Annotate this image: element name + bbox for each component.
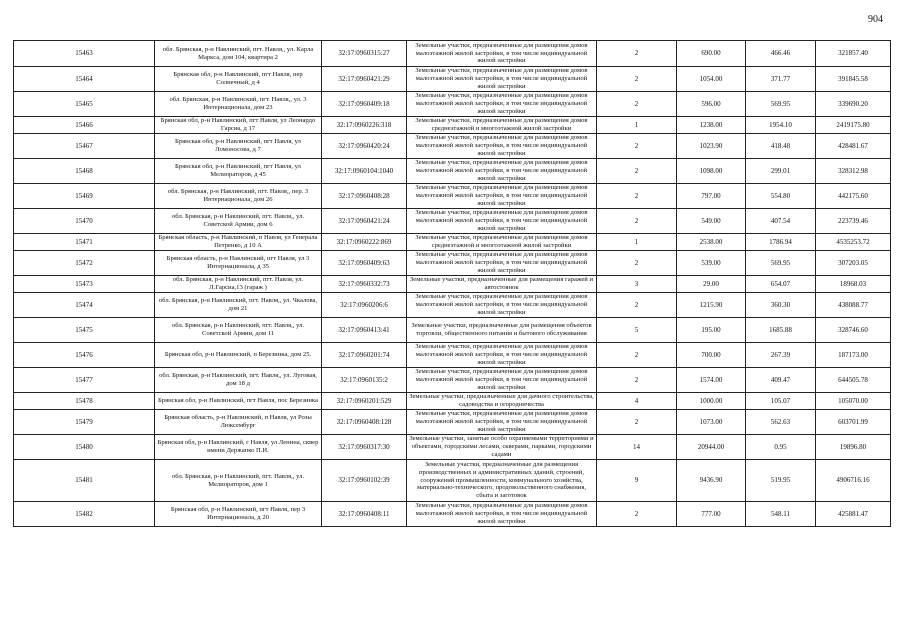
- land-use-purpose: Земельные участки, предназначенные для размещения гаражей и автостоянок: [407, 276, 597, 293]
- specific-value: 267.39: [746, 343, 816, 368]
- group-number: 2: [597, 134, 677, 159]
- cadastral-value: 2419175.80: [816, 117, 891, 134]
- cadastral-number: 32:17:0960408:11: [322, 502, 407, 527]
- specific-value: 654.07: [746, 276, 816, 293]
- address-cell: Брянская область, р-н Навлинский, п Навля, ул Розы Люксембург: [155, 410, 322, 435]
- land-use-purpose: Земельные участки, предназначенные для размещения домов малоэтажной жилой застройки, в том числе индивидуальной жилой застройки: [407, 209, 597, 234]
- cadastral-number: 32:17:0960409:63: [322, 251, 407, 276]
- address-cell: обл. Брянская, р-н Навлинский, пгт. Навля,, ул. Карла Маркса, дом 104, квартира 2: [155, 41, 322, 67]
- group-number: 2: [597, 159, 677, 184]
- cadastral-value: 425881.47: [816, 502, 891, 527]
- cadastral-value: 4906716.16: [816, 460, 891, 502]
- record-number: 15478: [14, 393, 155, 410]
- area-value: 20944.00: [677, 435, 746, 460]
- land-use-purpose: Земельные участки, предназначенные для размещения домов малоэтажной жилой застройки, в том числе индивидуальной жилой застройки: [407, 159, 597, 184]
- area-value: 1073.00: [677, 410, 746, 435]
- area-value: 1238.00: [677, 117, 746, 134]
- area-value: 1098.00: [677, 159, 746, 184]
- specific-value: 409.47: [746, 368, 816, 393]
- group-number: 2: [597, 502, 677, 527]
- land-use-purpose: Земельные участки, предназначенные для размещения домов малоэтажной жилой застройки, в том числе индивидуальной жилой застройки: [407, 134, 597, 159]
- area-value: 2538.00: [677, 234, 746, 251]
- area-value: 1574.00: [677, 368, 746, 393]
- land-use-purpose: Земельные участки, предназначенные для размещения домов малоэтажной жилой застройки, в том числе индивидуальной жилой застройки: [407, 41, 597, 67]
- record-number: 15468: [14, 159, 155, 184]
- address-cell: обл. Брянская, р-н Навлинский, пгт. Навля,, ул. Мелиораторов, дом 1: [155, 460, 322, 502]
- specific-value: 105.07: [746, 393, 816, 410]
- cadastral-value: 328746.60: [816, 318, 891, 343]
- cadastral-number: 32:17:0960315:27: [322, 41, 407, 67]
- table-row: [14, 293, 891, 318]
- cadastral-value: 339690.20: [816, 92, 891, 117]
- area-value: 777.00: [677, 502, 746, 527]
- group-number: 2: [597, 184, 677, 209]
- cadastral-number: 32:17:0960409:18: [322, 92, 407, 117]
- specific-value: 548.11: [746, 502, 816, 527]
- cadastral-value: 442175.60: [816, 184, 891, 209]
- record-number: 15465: [14, 92, 155, 117]
- record-number: 15473: [14, 276, 155, 293]
- area-value: 1215.90: [677, 293, 746, 318]
- record-number: 15470: [14, 209, 155, 234]
- address-cell: обл. Брянская, р-н Навлинский, пгт. Навля, ул. Л.Гарсиа,13 (гараж ): [155, 276, 322, 293]
- address-cell: Брянская обл, р-н Навлинский, пгт Навля, ул Леонардо Гарсиа, д 17: [155, 117, 322, 134]
- specific-value: 299.01: [746, 159, 816, 184]
- cadastral-value: 307203.05: [816, 251, 891, 276]
- area-value: 1000.00: [677, 393, 746, 410]
- table-row: [14, 343, 891, 368]
- group-number: 2: [597, 368, 677, 393]
- land-use-purpose: Земельные участки, предназначенные для размещения производственных и административных зданий, строений, сооружений промышленности, коммунального хозяйства, материально-технического, продовольственного снабжения, сбыта и заготовок: [407, 460, 597, 502]
- area-value: 690.00: [677, 41, 746, 67]
- specific-value: 371.77: [746, 67, 816, 92]
- table-row: [14, 393, 891, 410]
- address-cell: Брянская обл, р-н Навлинский, г Навля, ул Ленина, сквер имени Держапко П.И.: [155, 435, 322, 460]
- group-number: 5: [597, 318, 677, 343]
- address-cell: Брянская обл, р-н Навлинский, пгт Навля, ул Мелиораторов, д 45: [155, 159, 322, 184]
- record-number: 15480: [14, 435, 155, 460]
- group-number: 4: [597, 393, 677, 410]
- specific-value: 407.54: [746, 209, 816, 234]
- land-use-purpose: Земельные участки, предназначенные для размещения домов малоэтажной жилой застройки, в том числе индивидуальной жилой застройки: [407, 184, 597, 209]
- cadastral-number: 32:17:0960408:28: [322, 184, 407, 209]
- specific-value: 360.30: [746, 293, 816, 318]
- land-use-purpose: Земельные участки, предназначенные для размещения домов среднеэтажной и многоэтажной жилой застройки: [407, 117, 597, 134]
- record-number: 15476: [14, 343, 155, 368]
- record-number: 15474: [14, 293, 155, 318]
- specific-value: 519.95: [746, 460, 816, 502]
- land-use-purpose: Земельные участки, занятые особо охраняемыми территориями и объектами, городскими лесами, скверами, парками, городскими садами: [407, 435, 597, 460]
- record-number: 15481: [14, 460, 155, 502]
- land-use-purpose: Земельные участки, предназначенные для размещения домов малоэтажной жилой застройки, в том числе индивидуальной жилой застройки: [407, 293, 597, 318]
- group-number: 9: [597, 460, 677, 502]
- group-number: 2: [597, 92, 677, 117]
- record-number: 15471: [14, 234, 155, 251]
- record-number: 15479: [14, 410, 155, 435]
- group-number: 3: [597, 276, 677, 293]
- record-number: 15466: [14, 117, 155, 134]
- cadastral-value: 223739.46: [816, 209, 891, 234]
- area-value: 700.00: [677, 343, 746, 368]
- land-use-purpose: Земельные участки, предназначенные для размещения домов малоэтажной жилой застройки, в том числе индивидуальной жилой застройки: [407, 410, 597, 435]
- cadastral-value: 18968.03: [816, 276, 891, 293]
- table-row: [14, 410, 891, 435]
- area-value: 797.00: [677, 184, 746, 209]
- cadastral-number: 32:17:0960201:74: [322, 343, 407, 368]
- land-use-purpose: Земельные участки, предназначенные для размещения домов малоэтажной жилой застройки, в том числе индивидуальной жилой застройки: [407, 368, 597, 393]
- group-number: 2: [597, 67, 677, 92]
- cadastral-number: 32:17:0960226:318: [322, 117, 407, 134]
- address-cell: Брянская обл, р-н Навлинский, пгт Навля, пер Солнечный, д 4: [155, 67, 322, 92]
- table-row: [14, 41, 891, 67]
- address-cell: обл. Брянская, р-н Навлинский, пгт. Навля,, ул. 3 Интернационала, дом 23: [155, 92, 322, 117]
- specific-value: 1685.88: [746, 318, 816, 343]
- land-use-purpose: Земельные участки, предназначенные для дачного строительства, садоводства и огородничества: [407, 393, 597, 410]
- area-value: 539.00: [677, 251, 746, 276]
- specific-value: 1786.94: [746, 234, 816, 251]
- cadastral-number: 32:17:0960408:128: [322, 410, 407, 435]
- group-number: 2: [597, 251, 677, 276]
- table-row: [14, 318, 891, 343]
- record-number: 15464: [14, 67, 155, 92]
- address-cell: Брянская область, р-н Навлинский, п Навля, ул Генерала Петренко, д 10 А: [155, 234, 322, 251]
- area-value: 1054.00: [677, 67, 746, 92]
- record-number: 15463: [14, 41, 155, 67]
- group-number: 14: [597, 435, 677, 460]
- cadastral-value: 328312.98: [816, 159, 891, 184]
- land-use-purpose: Земельные участки, предназначенные для размещения домов малоэтажной жилой застройки, в том числе индивидуальной жилой застройки: [407, 67, 597, 92]
- cadastral-number: 32:17:0960201:529: [322, 393, 407, 410]
- table-row: [14, 184, 891, 209]
- land-use-purpose: Земельные участки, предназначенные для размещения домов среднеэтажной и многоэтажной жилой застройки: [407, 234, 597, 251]
- record-number: 15475: [14, 318, 155, 343]
- cadastral-number: 32:17:0960413:41: [322, 318, 407, 343]
- land-use-purpose: Земельные участки, предназначенные для размещения домов малоэтажной жилой застройки, в том числе индивидуальной жилой застройки: [407, 92, 597, 117]
- specific-value: 562.63: [746, 410, 816, 435]
- area-value: 596.00: [677, 92, 746, 117]
- cadastral-number: 32:17:0960421:29: [322, 67, 407, 92]
- address-cell: обл. Брянская, р-н Навлинский, пгт. Навля,, ул. Советской Армии, дом 6: [155, 209, 322, 234]
- table-row: [14, 435, 891, 460]
- specific-value: 466.46: [746, 41, 816, 67]
- cadastral-value: 321857.40: [816, 41, 891, 67]
- area-value: 1023.90: [677, 134, 746, 159]
- table-row: [14, 159, 891, 184]
- table-row: [14, 117, 891, 134]
- cadastral-value: 603701.99: [816, 410, 891, 435]
- address-cell: обл. Брянская, р-н Навлинский, пгт. Навля,, ул. Чкалова, дом 21: [155, 293, 322, 318]
- table-row: [14, 460, 891, 502]
- land-register-table: [13, 40, 891, 527]
- cadastral-number: 32:17:0960102:39: [322, 460, 407, 502]
- specific-value: 569.95: [746, 92, 816, 117]
- group-number: 2: [597, 343, 677, 368]
- address-cell: Брянская область, р-н Навлинский, пгт Навля, ул 3 Интернационала, д 35: [155, 251, 322, 276]
- group-number: 1: [597, 117, 677, 134]
- cadastral-number: 32:17:0960420:24: [322, 134, 407, 159]
- cadastral-number: 32:17:0960222:869: [322, 234, 407, 251]
- table-row: [14, 92, 891, 117]
- specific-value: 0.95: [746, 435, 816, 460]
- group-number: 2: [597, 41, 677, 67]
- cadastral-value: 438088.77: [816, 293, 891, 318]
- table-row: [14, 67, 891, 92]
- cadastral-number: 32:17:0960317:30: [322, 435, 407, 460]
- page-number: 904: [868, 14, 883, 25]
- specific-value: 569.95: [746, 251, 816, 276]
- address-cell: обл. Брянская, р-н Навлинский, пгт. Навля,, пер. 3 Интернационала, дом 26: [155, 184, 322, 209]
- cadastral-value: 105070.00: [816, 393, 891, 410]
- land-use-purpose: Земельные участки, предназначенные для размещения домов малоэтажной жилой застройки, в том числе индивидуальной жилой застройки: [407, 251, 597, 276]
- group-number: 2: [597, 293, 677, 318]
- record-number: 15482: [14, 502, 155, 527]
- area-value: 549.00: [677, 209, 746, 234]
- specific-value: 554.80: [746, 184, 816, 209]
- table-row: [14, 251, 891, 276]
- table-row: [14, 368, 891, 393]
- table-row: [14, 209, 891, 234]
- cadastral-number: 32:17:0960104:1040: [322, 159, 407, 184]
- cadastral-value: 19896.80: [816, 435, 891, 460]
- record-number: 15472: [14, 251, 155, 276]
- table-row: [14, 276, 891, 293]
- address-cell: Брянская обл, р-н Навлинский, пгт Навля, пер 3 Интернационала, д 20: [155, 502, 322, 527]
- land-use-purpose: Земельные участки, предназначенные для размещения домов малоэтажной жилой застройки, в том числе индивидуальной жилой застройки: [407, 502, 597, 527]
- address-cell: Брянская обл, р-н Навлинский, пгт Навля, ул Ломоносова, д 7: [155, 134, 322, 159]
- cadastral-number: 32:17:0960135:2: [322, 368, 407, 393]
- area-value: 195.00: [677, 318, 746, 343]
- group-number: 2: [597, 410, 677, 435]
- cadastral-value: 428481.67: [816, 134, 891, 159]
- address-cell: Брянская обл, р-н Навлинский, п Березинка, дом 25.: [155, 343, 322, 368]
- cadastral-number: 32:17:0960332:73: [322, 276, 407, 293]
- cadastral-value: 391845.58: [816, 67, 891, 92]
- specific-value: 418.48: [746, 134, 816, 159]
- address-cell: обл. Брянская, р-н Навлинский, пгт. Навля,, ул. Советской Армии, дом 11: [155, 318, 322, 343]
- record-number: 15469: [14, 184, 155, 209]
- group-number: 2: [597, 209, 677, 234]
- table-row: [14, 234, 891, 251]
- cadastral-number: 32:17:0960206:6: [322, 293, 407, 318]
- area-value: 9436.90: [677, 460, 746, 502]
- table-row: [14, 134, 891, 159]
- table-body: [14, 41, 891, 527]
- record-number: 15467: [14, 134, 155, 159]
- record-number: 15477: [14, 368, 155, 393]
- land-use-purpose: Земельные участки, предназначенные для размещения домов малоэтажной жилой застройки, в том числе индивидуальной жилой застройки: [407, 343, 597, 368]
- address-cell: обл. Брянская, р-н Навлинский, пгт. Навля,, ул. Луговая, дом 18 д: [155, 368, 322, 393]
- specific-value: 1954.10: [746, 117, 816, 134]
- table-row: [14, 502, 891, 527]
- group-number: 1: [597, 234, 677, 251]
- cadastral-value: 644505.78: [816, 368, 891, 393]
- address-cell: Брянская обл, р-н Навлинский, пгт Навля, пос Березинка: [155, 393, 322, 410]
- cadastral-value: 187173.00: [816, 343, 891, 368]
- land-use-purpose: Земельные участки, предназначенные для размещения объектов торговли, общественного питания и бытового обслуживания: [407, 318, 597, 343]
- area-value: 29.00: [677, 276, 746, 293]
- cadastral-value: 4535253.72: [816, 234, 891, 251]
- cadastral-number: 32:17:0960421:24: [322, 209, 407, 234]
